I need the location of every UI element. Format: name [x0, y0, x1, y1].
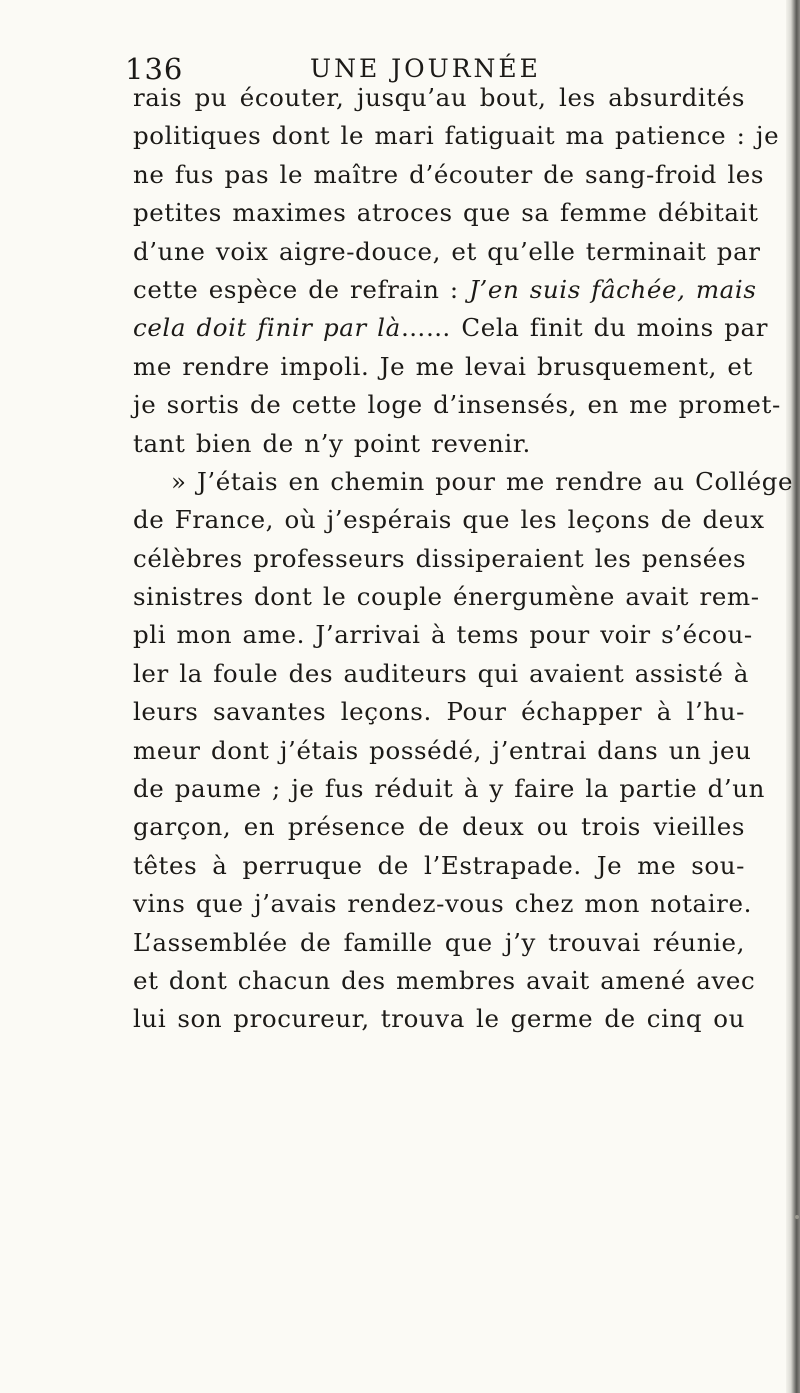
text-line: [133, 501, 765, 539]
paper-speck: [795, 1215, 799, 1219]
text-line: [133, 117, 780, 155]
text-line: [133, 808, 745, 846]
text-line-roman: petites maximes atroces que sa femme débitait: [133, 198, 759, 228]
text-line: [133, 540, 745, 578]
text-line-roman: cette espèce de refrain :: [133, 274, 470, 304]
text-line-roman: tant bien de n’y point revenir.: [133, 428, 531, 458]
text-line: [133, 924, 745, 962]
text-line-roman: ne fus pas le maître d’écouter de sang-froid les: [133, 159, 765, 189]
text-line-italic: J’en suis fâchée, mais: [469, 274, 757, 304]
text-line: [133, 962, 756, 1000]
text-line-roman: pli mon ame. J’arrivai à tems pour voir s’écou-: [133, 620, 753, 650]
body-text: [133, 79, 794, 1039]
text-line-roman: lui son procureur, trouva le germe de cinq ou: [133, 1004, 745, 1034]
text-line: [133, 1000, 745, 1038]
text-line: [133, 463, 794, 501]
page-edge-shadow: [786, 0, 800, 1393]
text-line-roman: de France, où j’espérais que les leçons de deux: [133, 505, 765, 535]
text-line: [133, 271, 757, 309]
text-line-roman: sinistres dont le couple énergumène avait rem-: [133, 582, 760, 612]
text-line: [133, 847, 745, 885]
text-line: [133, 425, 745, 463]
text-line-roman: célèbres professeurs dissiperaient les pensées: [133, 543, 747, 573]
text-line: [133, 770, 765, 808]
text-line: [133, 885, 752, 923]
text-line-roman: meur dont j’étais possédé, j’entrai dans un jeu: [133, 735, 752, 765]
text-line: [133, 79, 745, 117]
text-line: [133, 194, 759, 232]
text-line: [133, 732, 752, 770]
page-number: 136: [125, 52, 184, 86]
text-line: [133, 693, 745, 731]
text-line: [133, 616, 753, 654]
text-line-roman: ler la foule des auditeurs qui avaient assisté à: [133, 658, 750, 688]
text-line-roman: et dont chacun des membres avait amené avec: [133, 965, 756, 995]
text-line: [133, 386, 781, 424]
text-line: [133, 309, 769, 347]
text-line: [133, 348, 753, 386]
text-line-roman: têtes à perruque de l’Estrapade. Je me sou-: [133, 850, 745, 880]
text-line-italic: cela doit finir par là: [133, 313, 401, 343]
text-line-roman: garçon, en présence de deux ou trois vieilles: [133, 812, 745, 842]
text-line-roman: » J’étais en chemin pour me rendre au Collége: [171, 466, 794, 496]
running-title: UNE JOURNÉE: [310, 54, 541, 83]
text-line-roman: leurs savantes leçons. Pour échapper à l’hu-: [133, 697, 745, 727]
text-line-roman: politiques dont le mari fatiguait ma patience : je: [133, 121, 780, 151]
text-line-roman: de paume ; je fus réduit à y faire la partie d’un: [133, 774, 765, 804]
text-line: [133, 233, 761, 271]
text-line-roman: d’une voix aigre-douce, et qu’elle terminait par: [133, 236, 761, 266]
text-line: [133, 156, 765, 194]
text-line-roman: vins que j’avais rendez-vous chez mon notaire.: [133, 889, 752, 919]
text-line-roman: L’assemblée de famille que j’y trouvai réunie,: [133, 927, 745, 957]
text-line: [133, 655, 750, 693]
text-line-roman: me rendre impoli. Je me levai brusquement, et: [133, 351, 753, 381]
text-line: [133, 578, 760, 616]
text-line-roman: …… Cela finit du moins par: [400, 313, 769, 343]
text-line-roman: je sortis de cette loge d’insensés, en me promet-: [133, 390, 781, 420]
text-line-roman: rais pu écouter, jusqu’au bout, les absurdités: [133, 83, 745, 112]
